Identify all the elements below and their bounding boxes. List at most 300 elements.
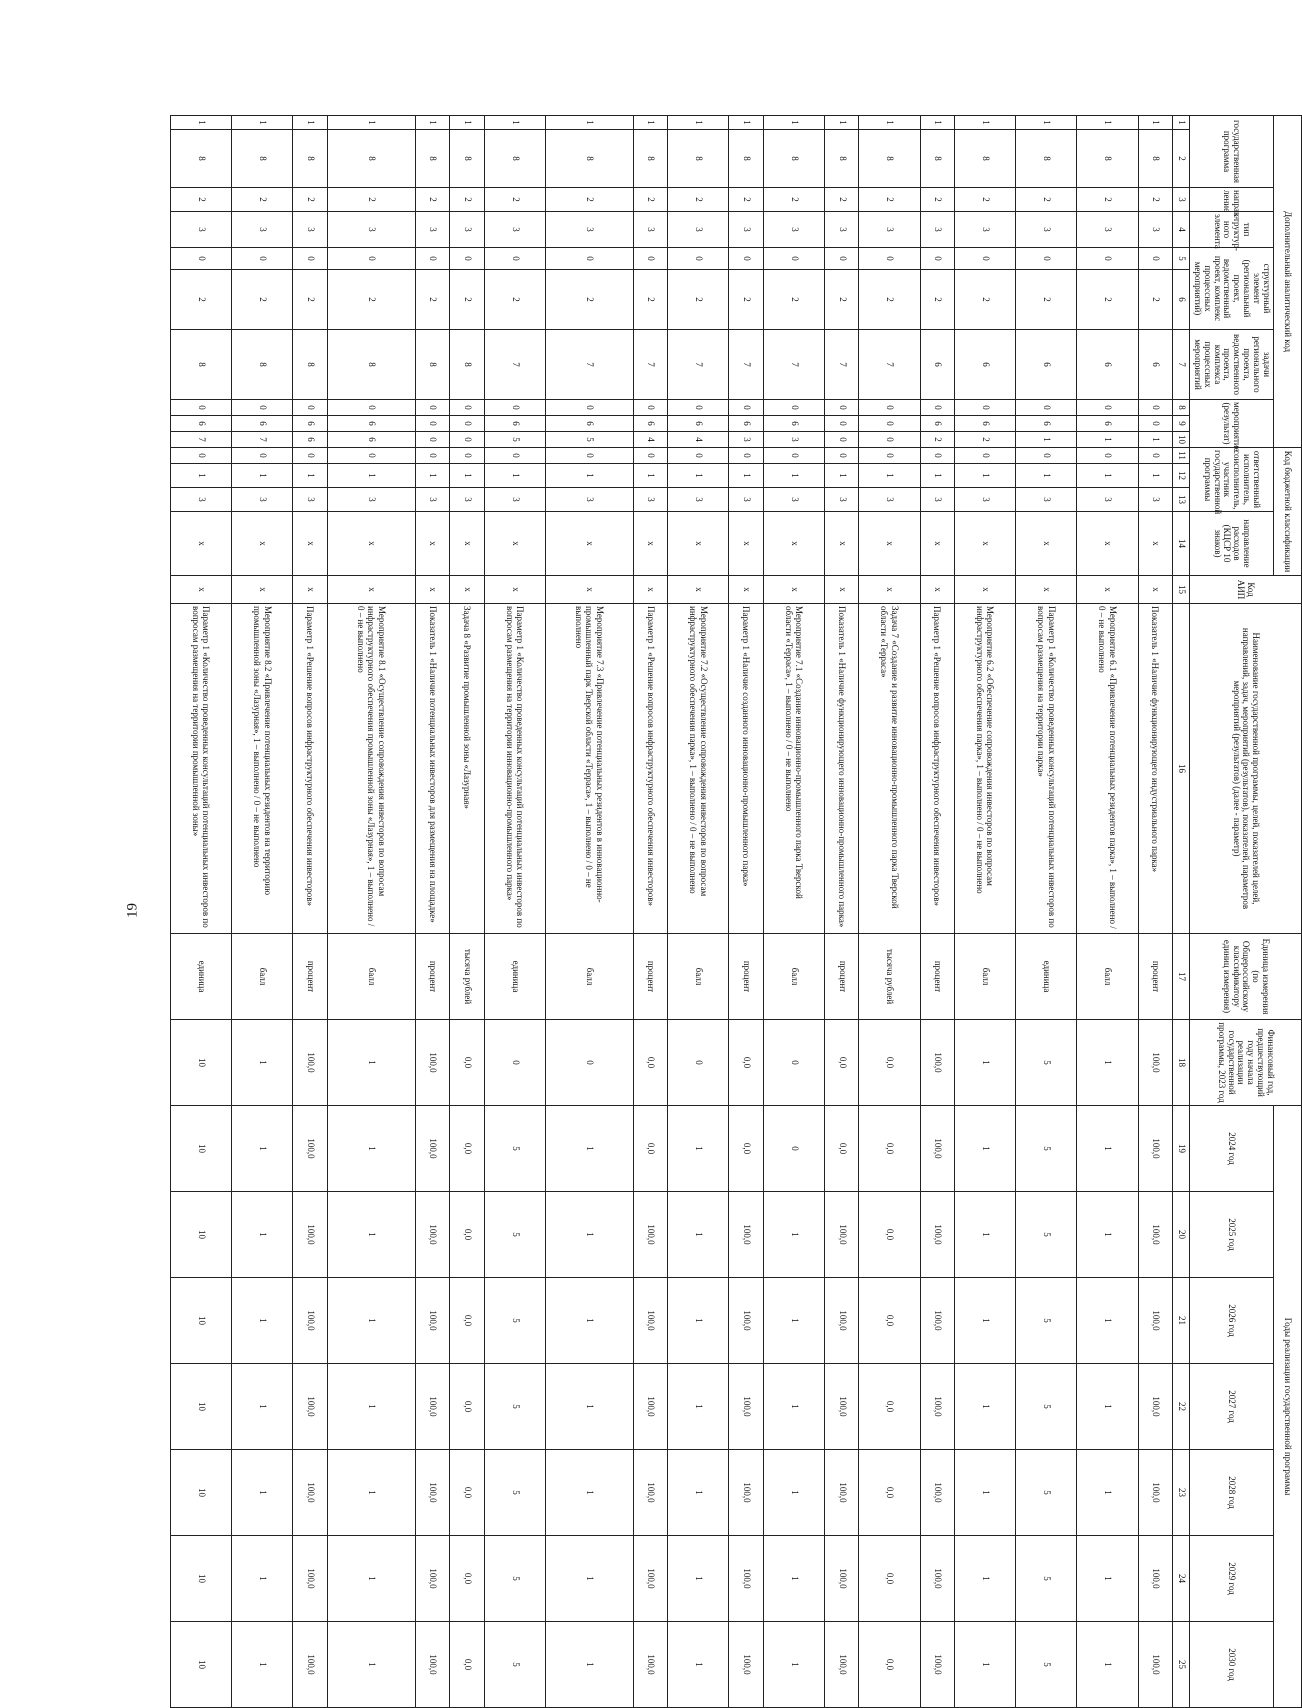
year-value: 5 [484,1536,545,1622]
code-cell: x [920,512,954,576]
year-value: 0,0 [450,1622,484,1708]
year-value: 100,0 [633,1536,667,1622]
code-cell: 7 [668,330,729,400]
year-value: 5 [1016,1364,1077,1450]
unit-cell: балл [955,934,1016,1020]
code-cell: x [415,576,449,604]
year-value: 10 [171,1622,232,1708]
year-value: 100,0 [729,1278,763,1364]
code-cell: 7 [859,330,920,400]
header-direction: направ-ление [1190,188,1274,212]
code-cell: 2 [1077,188,1138,212]
year-value: 1 [763,1364,824,1450]
code-cell: 3 [1138,488,1172,512]
year-value: 1 [232,1192,293,1278]
code-cell: 3 [1016,212,1077,248]
code-cell: 2 [824,188,858,212]
item-name: Параметр 1 «Количество проведенных консультаций потенциальных инвесторов по вопросам размещения на территории парка» [1016,604,1077,934]
table-row [633,116,667,1708]
code-cell: 0 [1138,448,1172,464]
year-value: 1 [1077,1192,1138,1278]
table-header [1173,116,1302,1708]
year-value: 100,0 [824,1192,858,1278]
table-row [484,116,545,1708]
code-cell: 1 [763,464,824,488]
base-year-value: 1 [232,1020,293,1106]
year-value: 1 [232,1364,293,1450]
code-cell: 0 [955,248,1016,270]
code-cell: 0 [171,248,232,270]
code-cell: 1 [545,116,633,130]
year-value: 100,0 [920,1192,954,1278]
code-cell: 1 [545,464,633,488]
table-body [171,116,1173,1708]
unit-cell: процент [920,934,954,1020]
header-struct-type: тип структур-ного элемента [1190,212,1274,248]
column-number: 15 [1173,576,1190,604]
code-cell: 0 [171,448,232,464]
code-cell: 0 [859,400,920,416]
code-cell: 1 [1077,116,1138,130]
code-cell: 1 [859,116,920,130]
column-numbers-row [1173,116,1190,1708]
code-cell: 3 [415,212,449,248]
year-value: 0,0 [450,1278,484,1364]
column-number: 5 [1173,248,1190,270]
year-value: 0,0 [450,1450,484,1536]
year-value: 100,0 [293,1450,327,1536]
code-cell: 3 [859,212,920,248]
code-cell: x [293,576,327,604]
code-cell: 8 [1016,130,1077,188]
unit-cell: балл [545,934,633,1020]
code-cell: 8 [545,130,633,188]
column-number: 12 [1173,464,1190,488]
table-row [824,116,858,1708]
year-value: 100,0 [415,1450,449,1536]
code-cell: 1 [171,464,232,488]
code-cell: 3 [824,212,858,248]
column-number: 23 [1173,1450,1190,1536]
column-number: 20 [1173,1192,1190,1278]
code-cell: 6 [633,416,667,432]
base-year-value: 5 [1016,1020,1077,1106]
code-cell: 1 [668,464,729,488]
year-value: 1 [545,1364,633,1450]
base-year-value: 0,0 [729,1020,763,1106]
header-task: задачи регионального проекта, ведомственного проекта, комплекса процессных мероприятий [1190,330,1274,400]
column-number: 3 [1173,188,1190,212]
code-cell: 2 [729,188,763,212]
code-cell: 3 [763,212,824,248]
column-number: 19 [1173,1106,1190,1192]
code-cell: 0 [450,432,484,448]
year-value: 1 [232,1536,293,1622]
code-cell: 1 [1016,432,1077,448]
code-cell: 2 [484,188,545,212]
year-value: 100,0 [920,1106,954,1192]
year-value: 0,0 [824,1106,858,1192]
code-cell: 1 [955,116,1016,130]
year-value: 5 [484,1278,545,1364]
code-cell: 2 [484,270,545,330]
code-cell: 6 [293,432,327,448]
code-cell: 2 [955,270,1016,330]
year-value: 5 [484,1192,545,1278]
code-cell: 1 [955,464,1016,488]
table-row [415,116,449,1708]
year-value: 100,0 [729,1364,763,1450]
code-cell: x [955,576,1016,604]
code-cell: 3 [729,432,763,448]
code-cell: x [484,576,545,604]
code-cell: x [763,576,824,604]
column-number: 22 [1173,1364,1190,1450]
year-value: 1 [545,1106,633,1192]
code-cell: 8 [293,330,327,400]
item-name: Параметр 1 «Наличие созданного инновационно-промышленного парка» [729,604,763,934]
table-row [327,116,415,1708]
code-cell: 1 [1077,464,1138,488]
code-cell: 1 [633,464,667,488]
code-cell: 0 [415,248,449,270]
year-value: 5 [484,1450,545,1536]
code-cell: 8 [327,130,415,188]
code-cell: 0 [763,448,824,464]
year-value: 5 [1016,1622,1077,1708]
year-value: 1 [545,1536,633,1622]
column-number: 18 [1173,1020,1190,1106]
year-value: 100,0 [824,1622,858,1708]
code-cell: 0 [171,400,232,416]
code-cell: 0 [327,400,415,416]
year-value: 100,0 [633,1278,667,1364]
code-cell: 0 [668,400,729,416]
code-cell: 6 [1016,416,1077,432]
code-cell: 0 [1077,248,1138,270]
year-value: 100,0 [1138,1536,1172,1622]
code-cell: 7 [824,330,858,400]
base-year-value: 1 [327,1020,415,1106]
code-cell: 7 [232,432,293,448]
code-cell: 3 [729,212,763,248]
table-row [1077,116,1138,1708]
year-value: 0,0 [859,1192,920,1278]
year-value: 100,0 [729,1536,763,1622]
item-name: Мероприятие 6.2 «Обеспечение сопровождения инвесторов по вопросам инфраструктурного обеспечения парка», 1 – выполнено / 0 – не выполнено [955,604,1016,934]
code-cell: 4 [668,432,729,448]
code-cell: 8 [171,330,232,400]
code-cell: 2 [293,270,327,330]
code-cell: 1 [293,116,327,130]
code-cell: 3 [763,488,824,512]
code-cell: 6 [1016,330,1077,400]
code-cell: 8 [171,130,232,188]
code-cell: 3 [668,488,729,512]
code-cell: 0 [415,416,449,432]
table-row [450,116,484,1708]
year-value: 100,0 [1138,1106,1172,1192]
code-cell: 3 [293,488,327,512]
year-value: 10 [171,1278,232,1364]
code-cell: x [633,576,667,604]
code-cell: 2 [859,188,920,212]
code-cell: x [1016,576,1077,604]
code-cell: 2 [668,188,729,212]
code-cell: 0 [1138,248,1172,270]
year-value: 5 [1016,1106,1077,1192]
year-value: 1 [232,1106,293,1192]
code-cell: x [824,576,858,604]
code-cell: x [1077,512,1138,576]
code-cell: 8 [232,330,293,400]
header-unit: Единица измерения (по Общероссийскому классификатору единиц измерения) [1190,934,1302,1020]
code-cell: 1 [1077,432,1138,448]
table-row [955,116,1016,1708]
code-cell: 3 [1016,488,1077,512]
year-value: 10 [171,1106,232,1192]
code-cell: 1 [293,464,327,488]
year-value: 0,0 [450,1364,484,1450]
year-value: 5 [1016,1192,1077,1278]
header-measure: мероприятие (результат) [1190,400,1274,448]
base-year-value: 0 [484,1020,545,1106]
code-cell: 6 [327,416,415,432]
code-cell: 8 [633,130,667,188]
code-cell: 1 [1016,116,1077,130]
year-value: 1 [327,1364,415,1450]
year-value: 1 [763,1536,824,1622]
code-cell: 1 [450,116,484,130]
code-cell: 0 [232,448,293,464]
code-cell: 3 [450,488,484,512]
code-cell: 3 [293,212,327,248]
base-year-value: 0,0 [859,1020,920,1106]
code-cell: 0 [484,248,545,270]
code-cell: 3 [545,488,633,512]
code-cell: 0 [729,248,763,270]
header-struct-elem: структурный элемент (региональный проект, ведомственный проект, комплекс процессных мероприятий) [1190,248,1274,330]
code-cell: x [1077,576,1138,604]
code-cell: 2 [1016,270,1077,330]
item-name: Параметр 1 «Решение вопросов инфраструктурного обеспечения инвесторов» [920,604,954,934]
year-value: 0,0 [859,1364,920,1450]
year-value: 1 [327,1450,415,1536]
code-cell: x [955,512,1016,576]
code-cell: 0 [484,448,545,464]
code-cell: 1 [920,464,954,488]
table-row [1016,116,1077,1708]
code-cell: 3 [484,212,545,248]
item-name: Параметр 1 «Количество проведенных консультаций потенциальных инвесторов по вопросам размещения на территории промышленной зоны» [171,604,232,934]
code-cell: 8 [450,130,484,188]
code-cell: 0 [415,400,449,416]
code-cell: 2 [171,188,232,212]
year-value: 10 [171,1536,232,1622]
header-expense-dir: направление расходов (КЦСР 10 знаков) [1190,512,1274,576]
code-cell: x [668,576,729,604]
code-cell: 6 [171,416,232,432]
year-value: 0,0 [450,1106,484,1192]
code-cell: 3 [327,212,415,248]
year-value: 100,0 [415,1192,449,1278]
header-additional-code: Дополнительный аналитический код [1274,116,1302,448]
column-number: 1 [1173,116,1190,130]
base-year-value: 0 [763,1020,824,1106]
code-cell: 6 [920,416,954,432]
code-cell: 0 [1016,448,1077,464]
year-value: 1 [327,1192,415,1278]
code-cell: 0 [633,248,667,270]
year-value: 1 [1077,1364,1138,1450]
year-value: 1 [545,1192,633,1278]
code-cell: 1 [763,116,824,130]
year-value: 1 [955,1192,1016,1278]
column-number: 21 [1173,1278,1190,1364]
code-cell: 2 [920,188,954,212]
year-value: 100,0 [293,1622,327,1708]
code-cell: 2 [415,270,449,330]
code-cell: 3 [955,212,1016,248]
year-value: 1 [1077,1536,1138,1622]
code-cell: 5 [484,432,545,448]
code-cell: 3 [171,488,232,512]
year-value: 0,0 [729,1106,763,1192]
year-value: 100,0 [824,1278,858,1364]
year-value: 100,0 [729,1192,763,1278]
code-cell: 7 [171,432,232,448]
code-cell: x [232,512,293,576]
code-cell: 0 [1016,248,1077,270]
year-value: 100,0 [293,1536,327,1622]
year-value: 1 [327,1536,415,1622]
item-name: Мероприятие 8.1 «Осуществление сопровождения инвесторов по вопросам инфраструктурного обеспечения промышленной зоны «Лазурная», 1 – выполнено / 0 – не выполнено [327,604,415,934]
code-cell: 8 [824,130,858,188]
year-value: 100,0 [729,1450,763,1536]
code-cell: 2 [859,270,920,330]
item-name: Параметр 1 «Количество проведенных консультаций потенциальных инвесторов по вопросам размещения на территории инновационно-промышленного парка» [484,604,545,934]
year-value: 100,0 [920,1450,954,1536]
unit-cell: процент [824,934,858,1020]
code-cell: 2 [633,270,667,330]
year-value: 0,0 [859,1278,920,1364]
table-row [171,116,232,1708]
code-cell: 8 [668,130,729,188]
year-value: 100,0 [415,1622,449,1708]
base-year-value: 0,0 [450,1020,484,1106]
year-value: 100,0 [633,1364,667,1450]
year-value: 1 [955,1106,1016,1192]
code-cell: 8 [1138,130,1172,188]
code-cell: 2 [763,270,824,330]
column-number: 17 [1173,934,1190,1020]
code-cell: 3 [232,212,293,248]
code-cell: x [545,576,633,604]
year-value: 100,0 [1138,1450,1172,1536]
code-cell: 3 [327,488,415,512]
unit-cell: процент [633,934,667,1020]
year-value: 5 [1016,1278,1077,1364]
code-cell: 8 [763,130,824,188]
code-cell: 2 [1016,188,1077,212]
code-cell: 3 [450,212,484,248]
column-number: 8 [1173,400,1190,416]
code-cell: 2 [327,270,415,330]
code-cell: 8 [920,130,954,188]
item-name: Показатель 1 «Наличие функционирующего индустриального парка» [1138,604,1172,934]
column-number: 11 [1173,448,1190,464]
code-cell: 0 [920,400,954,416]
code-cell: 1 [668,116,729,130]
code-cell: 0 [1138,400,1172,416]
code-cell: 8 [450,330,484,400]
year-value: 1 [668,1450,729,1536]
code-cell: 1 [450,464,484,488]
year-value: 0,0 [859,1450,920,1536]
unit-cell: балл [668,934,729,1020]
code-cell: 0 [824,400,858,416]
code-cell: 5 [545,432,633,448]
code-cell: 6 [920,330,954,400]
year-value: 5 [484,1106,545,1192]
year-value: 1 [1077,1278,1138,1364]
code-cell: 0 [450,416,484,432]
base-year-value: 1 [955,1020,1016,1106]
code-cell: 7 [484,330,545,400]
code-cell: 0 [955,448,1016,464]
column-number: 9 [1173,416,1190,432]
code-cell: 6 [1138,330,1172,400]
unit-cell: процент [1138,934,1172,1020]
code-cell: x [1138,576,1172,604]
header-year-2029: 2029 год [1190,1536,1274,1622]
code-cell: 0 [1077,448,1138,464]
code-cell: x [450,512,484,576]
item-name: Мероприятие 7.1 «Создание инновационно-промышленного парка Тверской области «Терраса», 1 – выполнено / 0 – не выполнено [763,604,824,934]
base-year-value: 100,0 [415,1020,449,1106]
header-aip: Код АИП [1190,576,1302,604]
code-cell: 1 [824,116,858,130]
item-name: Показатель 1 «Наличие функционирующего инновационно-промышленного парка» [824,604,858,934]
code-cell: 0 [415,448,449,464]
code-cell: 3 [415,488,449,512]
year-value: 0,0 [450,1192,484,1278]
base-year-value: 100,0 [293,1020,327,1106]
code-cell: 6 [327,432,415,448]
code-cell: 6 [955,330,1016,400]
year-value: 1 [327,1278,415,1364]
code-cell: 3 [1077,488,1138,512]
code-cell: 1 [1016,464,1077,488]
code-cell: 1 [327,464,415,488]
year-value: 1 [1077,1106,1138,1192]
code-cell: 0 [824,416,858,432]
table-row [545,116,633,1708]
code-cell: 0 [1016,400,1077,416]
code-cell: 2 [232,270,293,330]
code-cell: 2 [633,188,667,212]
code-cell: x [327,512,415,576]
header-year-2027: 2027 год [1190,1364,1274,1450]
header-years-group: Годы реализации государственной программы [1274,1106,1302,1708]
table-row [729,116,763,1708]
code-cell: 2 [1138,270,1172,330]
code-cell: 1 [484,464,545,488]
year-value: 100,0 [1138,1364,1172,1450]
code-cell: 3 [1138,212,1172,248]
year-value: 1 [545,1278,633,1364]
column-number: 4 [1173,212,1190,248]
